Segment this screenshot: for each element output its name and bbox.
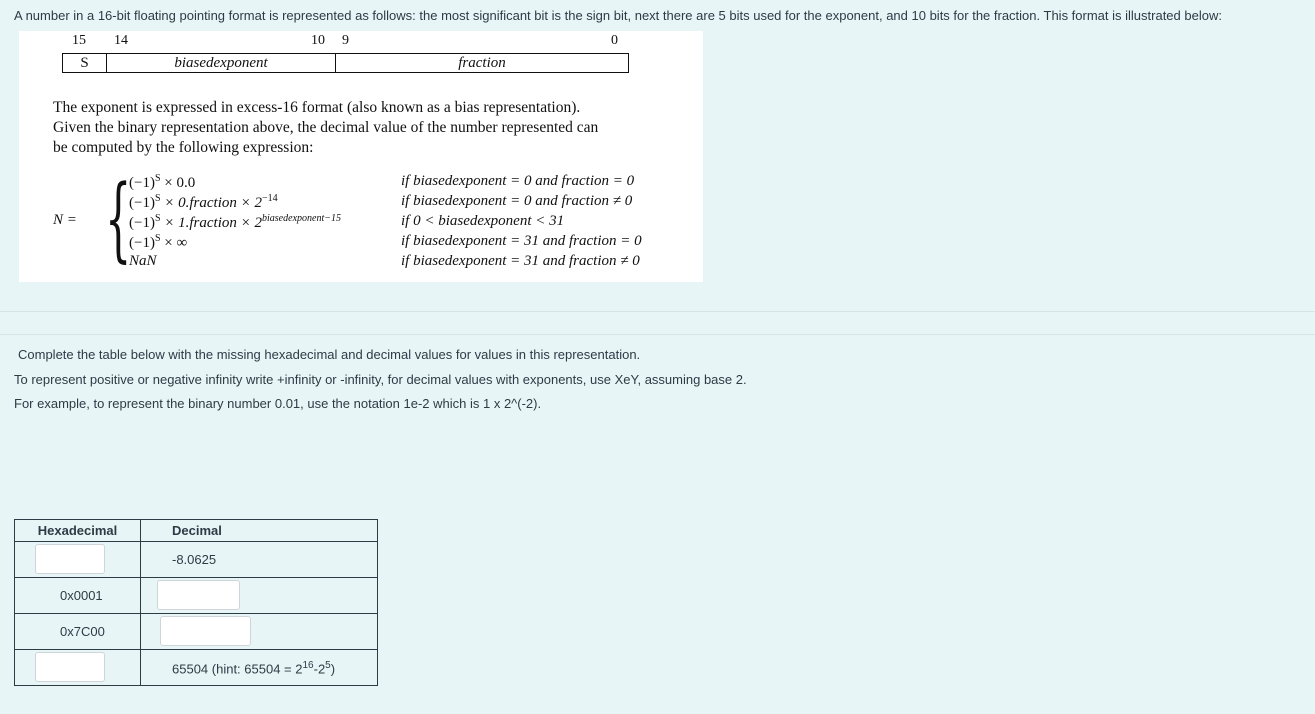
instruction-line: For example, to represent the binary number 0.01, use the notation 1e-2 which is 1 x 2^(-2). (14, 396, 542, 411)
case-condition: if biasedexponent = 31 and fraction ≠ 0 (401, 253, 640, 269)
section-divider (0, 311, 1315, 335)
hex-value: 0x0001 (60, 588, 103, 603)
case-condition: if biasedexponent = 0 and fraction = 0 (401, 173, 635, 189)
case-condition: if biasedexponent = 31 and fraction = 0 (401, 233, 642, 249)
table-row (15, 578, 378, 614)
instruction-line: To represent positive or negative infinity write +infinity or -infinity, for decimal values with exponents, use XeY, assuming base 2. (14, 372, 747, 387)
case-expression: $(-1)^S$ × 1.fraction × $2^{biasedexponent-15}$ (129, 213, 341, 231)
bit-label-15: 15 (72, 33, 86, 48)
bit-label-9: 9 (342, 33, 349, 48)
case-condition: if 0 < biasedexponent < 31 (401, 213, 565, 229)
case-expression: NaN (129, 253, 157, 269)
header-hexadecimal: Hexadecimal (15, 520, 141, 542)
sign-field: S (62, 53, 107, 73)
table-row (15, 542, 378, 578)
bit-label-10: 10 (311, 33, 325, 48)
bit-label-0: 0 (611, 33, 618, 48)
decimal-value: 65504 (hint: $65504 = 2^{16}-2^5$) (172, 660, 336, 677)
left-brace: { (105, 165, 132, 272)
fraction-field: fraction (335, 53, 629, 73)
header-decimal: Decimal (141, 520, 378, 542)
case-expression: $(-1)^S$ × ∞ (129, 233, 188, 251)
instruction-line: Complete the table below with the missing hexadecimal and decimal values for values in this representation. (18, 347, 641, 362)
para-line: The exponent is expressed in excess-16 format (also known as a bias representation). (53, 99, 581, 116)
table-row (15, 650, 378, 686)
decimal-answer-input[interactable] (157, 580, 240, 610)
para-line: Given the binary representation above, the decimal value of the number represented can (53, 119, 599, 136)
case-condition: if biasedexponent = 0 and fraction ≠ 0 (401, 193, 633, 209)
case-expression: $(-1)^S \times 0.0$ (129, 173, 196, 191)
para-line: be computed by the following expression: (53, 139, 314, 156)
table-row (15, 614, 378, 650)
equation-lhs: N = (53, 212, 77, 228)
case-expression: $(-1)^S$ × 0.fraction × $2^{-14}$ (129, 193, 278, 211)
intro-text: A number in a 16-bit floating pointing format is represented as follows: the most significant bit is the sign bit, next there are 5 bits used for the exponent, and 10 bits for the fraction. This format is illustrated below: (14, 8, 1222, 23)
bit-label-14: 14 (114, 33, 128, 48)
answer-table (14, 519, 378, 686)
hex-value: 0x7C00 (60, 624, 105, 639)
hex-answer-input[interactable] (35, 544, 105, 574)
exponent-field: biasedexponent (106, 53, 336, 73)
decimal-value: -8.0625 (172, 552, 217, 567)
decimal-answer-input[interactable] (160, 616, 251, 646)
format-figure (19, 31, 703, 282)
bias-explanation (53, 98, 683, 158)
hex-answer-input[interactable] (35, 652, 105, 682)
